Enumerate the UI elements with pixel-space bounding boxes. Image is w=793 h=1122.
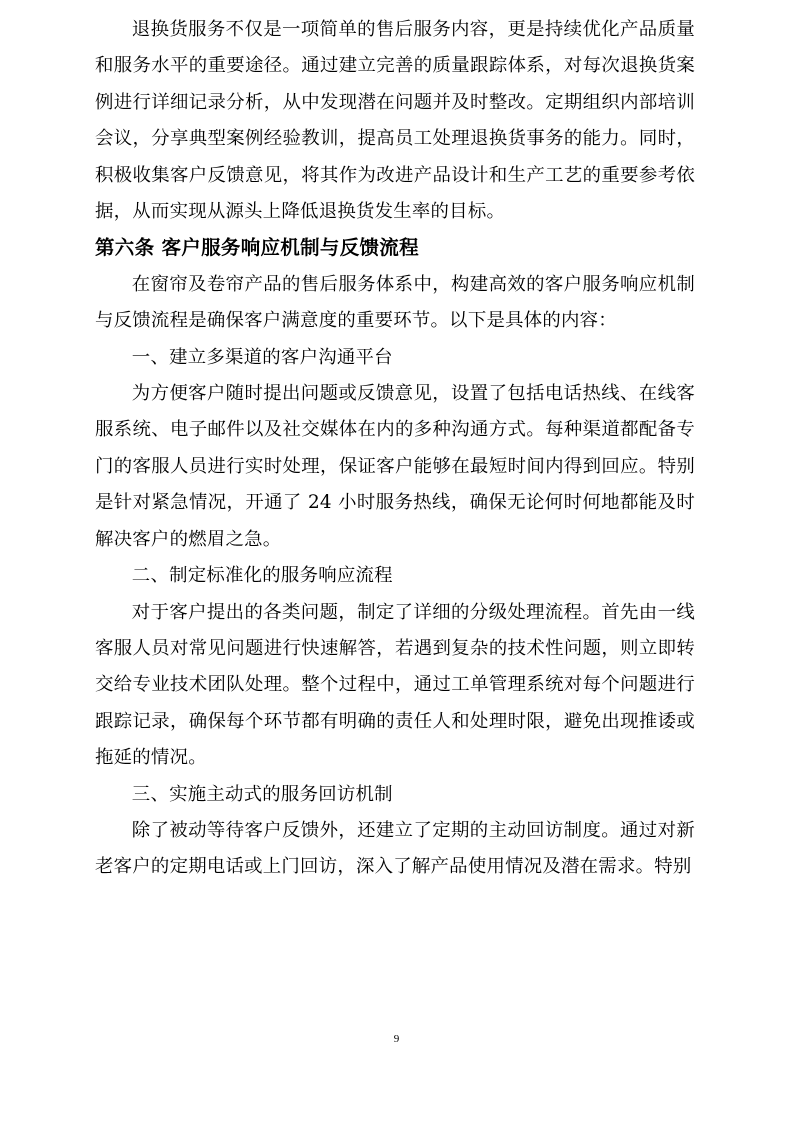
paragraph-intro: 在窗帘及卷帘产品的售后服务体系中，构建高效的客户服务响应机制与反馈流程是确保客户满意度的重要环节。以下是具体的内容： bbox=[95, 273, 695, 332]
section-heading-3: 三、实施主动式的服务回访机制 bbox=[131, 783, 393, 805]
paragraph-process: 对于客户提出的各类问题，制定了详细的分级处理流程。首先由一线客服人员对常见问题进行快速解答，若遇到复杂的技术性问题，则立即转交给专业技术团队处理。整个过程中，通过工单管理系统对每个问题进行跟踪记录，确保每个环节都有明确的责任人和处理时限，避免出现推诿或拖延的情况。 bbox=[95, 601, 695, 769]
paragraph-channels: 为方便客户随时提出问题或反馈意见，设置了包括电话热线、在线客服系统、电子邮件以及社交媒体在内的多种沟通方式。每种渠道都配备专门的客服人员进行实时处理，保证客户能够在最短时间内得到回应。特别是针对紧急情况，开通了 24 小时服务热线，确保无论何时何地都能及时解决客户的燃眉之急。 bbox=[95, 383, 695, 550]
paragraph-returns-quality: 退换货服务不仅是一项简单的售后服务内容，更是持续优化产品质量和服务水平的重要途径。通过建立完善的质量跟踪体系，对每次退换货案例进行详细记录分析，从中发现潜在问题并及时整改。定期组织内部培训会议，分享典型案例经验教训，提高员工处理退换货事务的能力。同时，积极收集客户反馈意见，将其作为改进产品设计和生产工艺的重要参考依据，从而实现从源头上降低退换货发生率的目标。 bbox=[95, 19, 695, 223]
section-heading-2: 二、制定标准化的服务响应流程 bbox=[131, 565, 393, 587]
article-heading: 第六条 客户服务响应机制与反馈流程 bbox=[95, 236, 419, 260]
paragraph-followup: 除了被动等待客户反馈外，还建立了定期的主动回访制度。通过对新老客户的定期电话或上门回访，深入了解产品使用情况及潜在需求。特别 bbox=[95, 819, 695, 878]
page-body bbox=[95, 12, 695, 886]
page-number: 9 bbox=[393, 1033, 400, 1045]
section-heading-1: 一、建立多渠道的客户沟通平台 bbox=[131, 346, 393, 368]
